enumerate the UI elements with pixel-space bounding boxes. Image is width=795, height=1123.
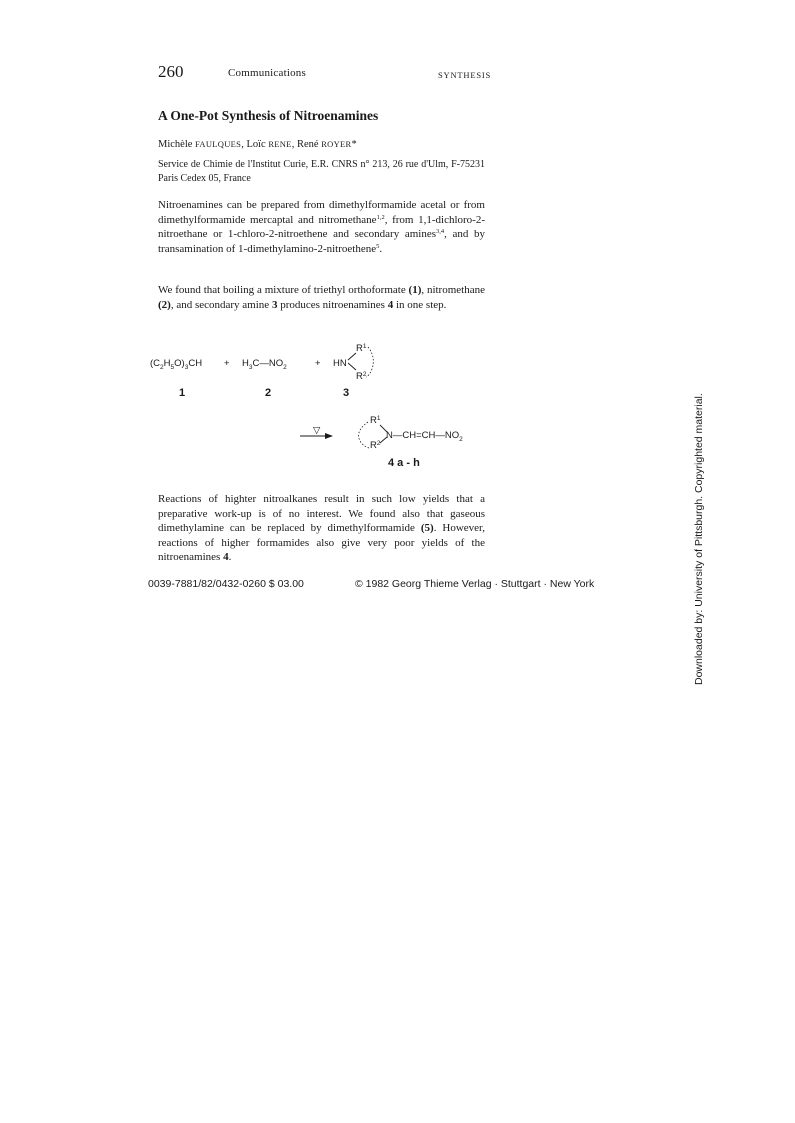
page-number: 260 xyxy=(158,62,184,81)
download-notice: Downloaded by: University of Pittsburgh. Copyrighted material. xyxy=(693,393,705,685)
body-paragraph xyxy=(158,198,485,256)
paragraph-text: , from 1,1-dichloro-2-nitroethane or 1-chloro-2-nitroethene and secondary amines xyxy=(158,213,485,241)
copyright-notice: © 1982 Georg Thieme Verlag · Stuttgart · New York xyxy=(355,578,595,590)
reagent-secondary-amine xyxy=(333,343,373,382)
svg-text:R1: $R^1$ xyxy=(356,343,367,354)
author-last-name: ROYER xyxy=(321,139,352,149)
paragraph-text: in one step. xyxy=(393,298,447,311)
product-nitroenamine xyxy=(359,415,463,451)
reaction-arrowhead xyxy=(325,433,333,439)
svg-text:HN: HN xyxy=(333,358,347,369)
paragraph-text: . However, reactions of higher formamides also give very poor yields of the nitroenamines xyxy=(158,522,485,564)
running-journal-title: SYNTHESIS xyxy=(438,70,492,80)
author-list xyxy=(158,139,357,150)
compound-label-2: 2 xyxy=(265,387,272,399)
reaction-scheme xyxy=(150,335,510,475)
plus-sign: + xyxy=(315,358,321,369)
publication-code: 0039-7881/82/0432-0260 $ 03.00 xyxy=(148,578,304,590)
author-last-name: RENE xyxy=(268,139,292,149)
compound-number: 4 xyxy=(223,551,229,564)
compound-label-4: 4 a - h xyxy=(388,457,420,469)
author-first-name: René xyxy=(296,139,319,150)
paragraph-text: Nitroenamines can be prepared from dimethylformamide acetal or from dimethylformamide mercaptal and nitromethane xyxy=(158,199,485,226)
reference-superscript: 3,4 xyxy=(435,228,445,236)
paragraph-text: , and by transamination of 1-dimethylamino-2-nitroethene xyxy=(158,228,485,255)
compound-number: 3 xyxy=(271,298,278,311)
affiliation: Service de Chimie de l'Institut Curie, E.R. CNRS n° 213, 26 rue d'Ulm, F-75231 Paris Cedex 05, France xyxy=(158,159,485,184)
author-separator: , xyxy=(241,139,247,150)
reference-superscript: 5 xyxy=(376,242,380,250)
paragraph-text: , and secondary amine xyxy=(170,298,272,311)
paragraph-text: Reactions of highter nitroalkanes result in such low yields that a preparative work-up is of no interest. We found also that gaseous dimethylamine can be replaced by dimethylformamide xyxy=(158,493,485,535)
svg-text:R1: $R^1$ xyxy=(370,415,381,426)
body-paragraph xyxy=(158,492,485,565)
paragraph-text: . xyxy=(379,242,383,255)
paragraph-text: We found that boiling a mixture of triethyl orthoformate xyxy=(158,284,409,296)
article-title: A One-Pot Synthesis of Nitroenamines xyxy=(158,108,379,123)
compound-number: (1) xyxy=(408,284,422,296)
author-first-name: Michèle xyxy=(158,139,193,150)
compound-label-3: 3 xyxy=(343,387,350,399)
compound-number: (2) xyxy=(158,298,171,311)
heat-symbol: ▽ xyxy=(313,425,321,436)
reagent-nitromethane: $H_3C—NO_2$ xyxy=(242,358,287,371)
svg-text:R2: $R^2$ xyxy=(370,440,381,451)
paragraph-text: . xyxy=(228,551,232,564)
paragraph-text: produces nitroenamines xyxy=(277,298,388,311)
plus-sign: + xyxy=(224,358,230,369)
paragraph-text: , nitromethane xyxy=(421,284,485,296)
corresponding-author-mark: * xyxy=(351,139,357,150)
reagent-triethyl-orthoformate: $(C_2H_5O)_3CH$ xyxy=(150,358,203,371)
compound-number: 4 xyxy=(387,298,394,311)
reference-superscript: 1,2 xyxy=(376,213,385,221)
body-paragraph xyxy=(158,283,485,312)
svg-text:N—CH=CH—NO2: $N—CH=CH—NO_2$ xyxy=(386,430,463,443)
running-section-title: Communications xyxy=(228,67,306,79)
compound-label-1: 1 xyxy=(179,387,186,399)
author-separator: , xyxy=(291,139,297,150)
author-last-name: FAULQUES xyxy=(195,139,242,149)
compound-number: (5) xyxy=(420,522,434,535)
author-first-name: Loïc xyxy=(246,139,266,150)
svg-text:R2: $R^2$ xyxy=(356,371,367,382)
